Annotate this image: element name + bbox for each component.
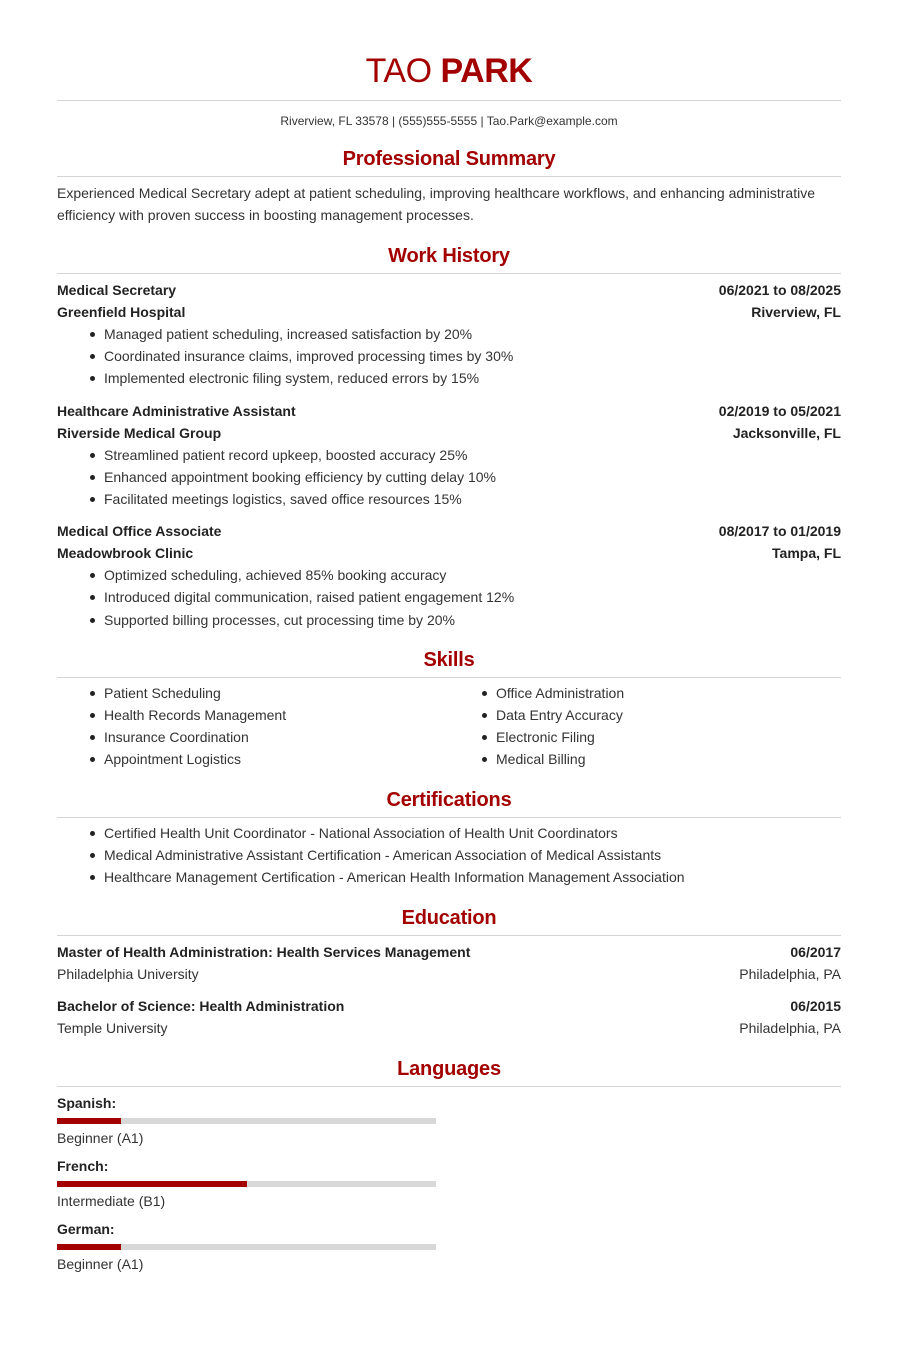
skill-item: Patient Scheduling <box>104 682 449 704</box>
job-entry <box>57 520 841 631</box>
proficiency-bar <box>57 1244 436 1250</box>
language-entry: German: Beginner (A1) <box>57 1219 457 1274</box>
skills-heading: Skills <box>423 648 475 671</box>
job-bullet: Implemented electronic filing system, reduced errors by 15% <box>104 367 841 389</box>
summary-text: Experienced Medical Secretary adept at patient scheduling, improving healthcare workflows, and enhancing administrative efficiency with proven success in boosting management processes. <box>57 185 815 223</box>
job-bullet: Streamlined patient record upkeep, boosted accuracy 25% <box>104 444 841 466</box>
skills-divider <box>57 677 841 678</box>
skill-item: Insurance Coordination <box>104 726 449 748</box>
job-location: Jacksonville, FL <box>732 424 841 441</box>
skills-column-right <box>449 682 841 771</box>
skills-list <box>57 682 841 771</box>
job-bullet: Coordinated insurance claims, improved processing times by 30% <box>104 345 841 367</box>
last-name: PARK <box>440 52 533 90</box>
degree: Bachelor of Science: Health Administration <box>57 998 345 1015</box>
language-name: French <box>57 1158 104 1175</box>
job-bullet: Facilitated meetings logistics, saved office resources 15% <box>104 488 841 510</box>
school-name: Temple University <box>57 1020 168 1037</box>
graduation-date: 06/2017 <box>790 944 841 961</box>
language-level: Beginner (A1) <box>57 1256 144 1273</box>
skill-item: Electronic Filing <box>496 726 841 748</box>
school-location: Philadelphia, PA <box>739 966 841 983</box>
education-entry <box>57 941 841 985</box>
job-bullet: Introduced digital communication, raised patient engagement 12% <box>104 586 841 608</box>
degree: Master of Health Administration: Health Services Management <box>57 944 471 961</box>
summary-heading: Professional Summary <box>342 148 556 170</box>
job-bullet: Supported billing processes, cut processing time by 20% <box>104 609 841 631</box>
job-company: Riverside Medical Group <box>57 424 222 441</box>
job-title: Medical Office Associate <box>57 523 222 540</box>
graduation-date: 06/2015 <box>790 998 841 1015</box>
skill-item: Medical Billing <box>496 748 841 770</box>
header-divider <box>57 100 841 101</box>
language-entry: Spanish: Beginner (A1) <box>57 1093 457 1148</box>
proficiency-fill <box>57 1181 247 1187</box>
job-bullet: Enhanced appointment booking efficiency by cutting delay 10% <box>104 466 841 488</box>
job-title: Healthcare Administrative Assistant <box>57 402 296 419</box>
job-dates: 08/2017 to 01/2019 <box>718 523 841 540</box>
job-location: Tampa, FL <box>772 545 841 562</box>
proficiency-bar <box>57 1181 436 1187</box>
certification-item: Healthcare Management Certification - American Health Information Management Association <box>104 866 841 888</box>
summary-divider <box>57 176 841 177</box>
school-location: Philadelphia, PA <box>739 1020 841 1037</box>
candidate-name <box>57 50 841 92</box>
first-name: TAO <box>365 52 432 90</box>
job-company: Greenfield Hospital <box>57 304 186 320</box>
job-entry <box>57 400 841 511</box>
language-level: Beginner (A1) <box>57 1130 144 1147</box>
education-heading: Education <box>401 907 497 930</box>
contact-info: Riverview, FL 33578 | (555)555-5555 | Tao.Park@example.com <box>280 114 618 128</box>
job-bullet: Managed patient scheduling, increased satisfaction by 20% <box>104 323 841 345</box>
certifications-list <box>57 822 841 889</box>
skill-item: Data Entry Accuracy <box>496 704 841 726</box>
proficiency-fill <box>57 1118 121 1124</box>
proficiency-bar <box>57 1118 436 1124</box>
job-company: Meadowbrook Clinic <box>57 545 194 562</box>
school-name: Philadelphia University <box>57 966 199 983</box>
job-bullet: Optimized scheduling, achieved 85% booking accuracy <box>104 564 841 586</box>
work-history-heading: Work History <box>388 245 510 267</box>
job-bullets <box>57 323 841 390</box>
job-dates: 02/2019 to 05/2021 <box>718 402 841 419</box>
certification-item: Medical Administrative Assistant Certification - American Association of Medical Assistants <box>104 844 841 866</box>
education-divider <box>57 935 841 936</box>
language-level: Intermediate (B1) <box>57 1193 166 1210</box>
skill-item: Appointment Logistics <box>104 748 449 770</box>
job-bullets <box>57 564 841 631</box>
proficiency-fill <box>57 1244 121 1250</box>
language-name: Spanish <box>57 1095 112 1112</box>
certifications-divider <box>57 817 841 818</box>
certification-item: Certified Health Unit Coordinator - National Association of Health Unit Coordinators <box>104 822 841 844</box>
languages-heading: Languages <box>397 1058 501 1081</box>
resume-page <box>57 0 841 1282</box>
skill-item: Office Administration <box>496 682 841 704</box>
work-history-divider <box>57 273 841 274</box>
job-location: Riverview, FL <box>751 304 841 320</box>
language-name: German <box>57 1221 110 1238</box>
language-entry: French: Intermediate (B1) <box>57 1156 457 1211</box>
languages-divider <box>57 1086 841 1087</box>
job-bullets <box>57 444 841 511</box>
skills-column-left <box>57 682 449 771</box>
job-entry <box>57 279 841 390</box>
job-title: Medical Secretary <box>57 282 177 298</box>
languages-list <box>57 1093 841 1282</box>
job-dates: 06/2021 to 08/2025 <box>718 282 841 298</box>
education-entry <box>57 995 841 1039</box>
skill-item: Health Records Management <box>104 704 449 726</box>
certifications-heading: Certifications <box>386 788 512 811</box>
